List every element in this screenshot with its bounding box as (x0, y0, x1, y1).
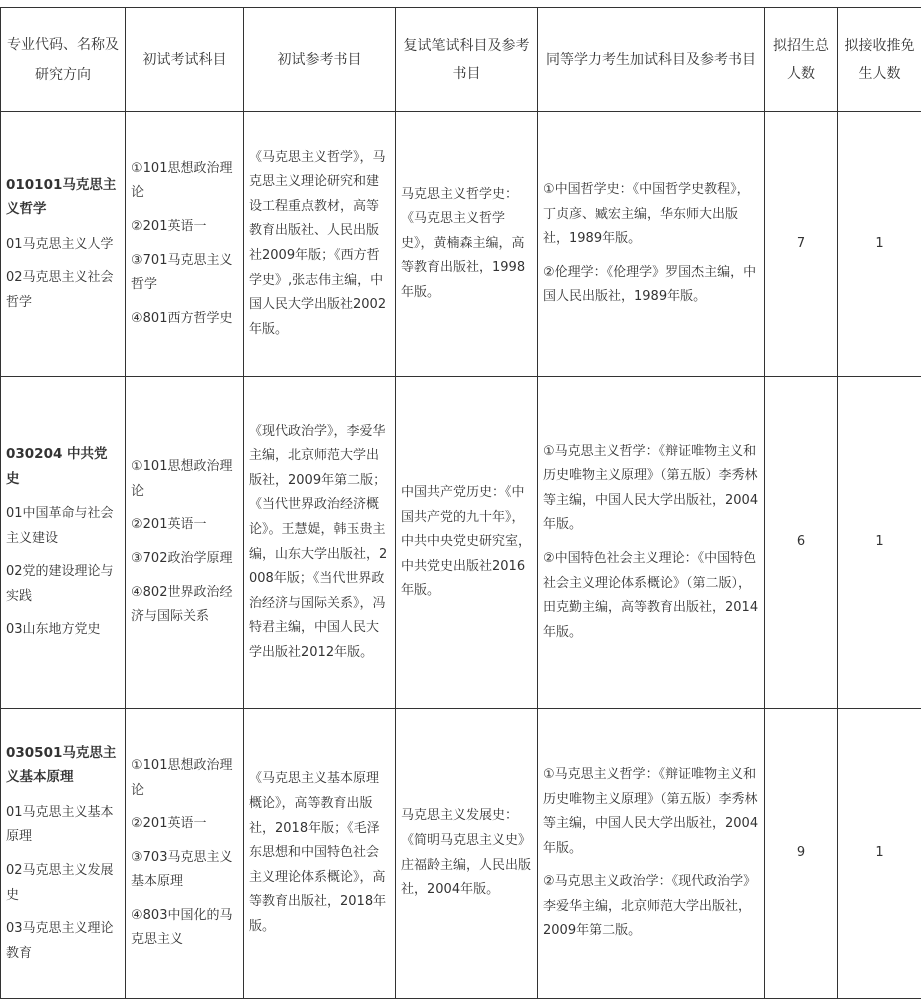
equivalent-cell (538, 709, 765, 999)
research-direction: 02马克思主义发展史 (6, 859, 120, 908)
exam-subject: ④802世界政治经济与国际关系 (131, 581, 238, 630)
equivalent-item: ①马克思主义哲学：《辩证唯物主义和历史唯物主义原理》（第五版）李秀林等主编，中国人民大学出版社，2004年版。 (543, 763, 759, 861)
exam-subject: ①101思想政治理论 (131, 157, 238, 206)
research-direction: 03马克思主义理论教育 (6, 917, 120, 966)
exempt-count: 1 (838, 709, 921, 999)
exam-subject: ①101思想政治理论 (131, 455, 238, 504)
exam-subject: ②201英语一 (131, 215, 238, 240)
exam-subject: ④803中国化的马克思主义 (131, 904, 238, 953)
header-major: 专业代码、名称及研究方向 (1, 8, 126, 112)
books-cell: 《现代政治学》，李爱华主编，北京师范大学出版社，2009年第二版；《当代世界政治经济概论》。王慧媞，韩玉贵主编，山东大学出版社，2008年版；《当代世界政治经济与国际关系》，冯特君主编，中国人民大学出版社2012年版。 (244, 377, 396, 709)
enroll-count: 6 (765, 377, 838, 709)
research-direction: 01马克思主义人学 (6, 233, 120, 258)
exam-subject: ②201英语一 (131, 513, 238, 538)
enroll-count: 9 (765, 709, 838, 999)
subjects-cell (126, 112, 244, 377)
research-direction: 02党的建设理论与实践 (6, 560, 120, 609)
retest-cell: 中国共产党历史：《中国共产党的九十年》，中共中央党史研究室，中共党史出版社2016年版。 (396, 377, 538, 709)
equivalent-cell (538, 112, 765, 377)
research-direction: 03山东地方党史 (6, 618, 120, 643)
equivalent-cell (538, 377, 765, 709)
major-cell (1, 377, 126, 709)
books-cell: 《马克思主义基本原理概论》，高等教育出版社，2018年版；《毛泽东思想和中国特色社会主义理论体系概论》，高等教育出版社，2018年版。 (244, 709, 396, 999)
major-cell (1, 709, 126, 999)
equivalent-item: ①中国哲学史：《中国哲学史教程》，丁贞彦、臧宏主编，华东师大出版社，1989年版。 (543, 178, 759, 252)
equivalent-item: ②中国特色社会主义理论：《中国特色社会主义理论体系概论》（第二版），田克勤主编，高等教育出版社，2014年版。 (543, 547, 759, 645)
equivalent-item: ①马克思主义哲学：《辩证唯物主义和历史唯物主义原理》（第五版）李秀林等主编，中国人民大学出版社，2004年版。 (543, 440, 759, 538)
table-row (1, 709, 921, 999)
major-code: 010101马克思主义哲学 (6, 173, 120, 222)
major-code: 030501马克思主义基本原理 (6, 741, 120, 790)
header-retest: 复试笔试科目及参考书目 (396, 8, 538, 112)
table-row (1, 112, 921, 377)
retest-cell: 马克思主义哲学史：《马克思主义哲学史》，黄楠森主编，高等教育出版社，1998年版。 (396, 112, 538, 377)
exempt-count: 1 (838, 377, 921, 709)
equivalent-item: ②伦理学：《伦理学》罗国杰主编，中国人民出版社，1989年版。 (543, 261, 759, 310)
books-cell: 《马克思主义哲学》，马克思主义理论研究和建设工程重点教材，高等教育出版社、人民出版社2009年版；《西方哲学史》,张志伟主编，中国人民大学出版社2002年版。 (244, 112, 396, 377)
admissions-table (0, 7, 921, 999)
subjects-cell (126, 709, 244, 999)
header-prelim-subjects: 初试考试科目 (126, 8, 244, 112)
exam-subject: ①101思想政治理论 (131, 754, 238, 803)
research-direction: 01马克思主义基本原理 (6, 801, 120, 850)
retest-cell: 马克思主义发展史：《简明马克思主义史》庄福龄主编，人民出版社，2004年版。 (396, 709, 538, 999)
major-cell (1, 112, 126, 377)
exam-subject: ②201英语一 (131, 812, 238, 837)
exam-subject: ③703马克思主义基本原理 (131, 846, 238, 895)
enroll-count: 7 (765, 112, 838, 377)
exam-subject: ③701马克思主义哲学 (131, 249, 238, 298)
research-direction: 01中国革命与社会主义建设 (6, 502, 120, 551)
equivalent-item: ②马克思主义政治学：《现代政治学》李爱华主编，北京师范大学出版社，2009年第二版。 (543, 870, 759, 944)
research-direction: 02马克思主义社会哲学 (6, 266, 120, 315)
header-row (1, 8, 921, 112)
header-enroll: 拟招生总人数 (765, 8, 838, 112)
exam-subject: ③702政治学原理 (131, 547, 238, 572)
header-exempt: 拟接收推免生人数 (838, 8, 921, 112)
exempt-count: 1 (838, 112, 921, 377)
subjects-cell (126, 377, 244, 709)
header-equivalent: 同等学力考生加试科目及参考书目 (538, 8, 765, 112)
table-row (1, 377, 921, 709)
header-prelim-books: 初试参考书目 (244, 8, 396, 112)
major-code: 030204 中共党史 (6, 442, 120, 491)
exam-subject: ④801西方哲学史 (131, 307, 238, 332)
